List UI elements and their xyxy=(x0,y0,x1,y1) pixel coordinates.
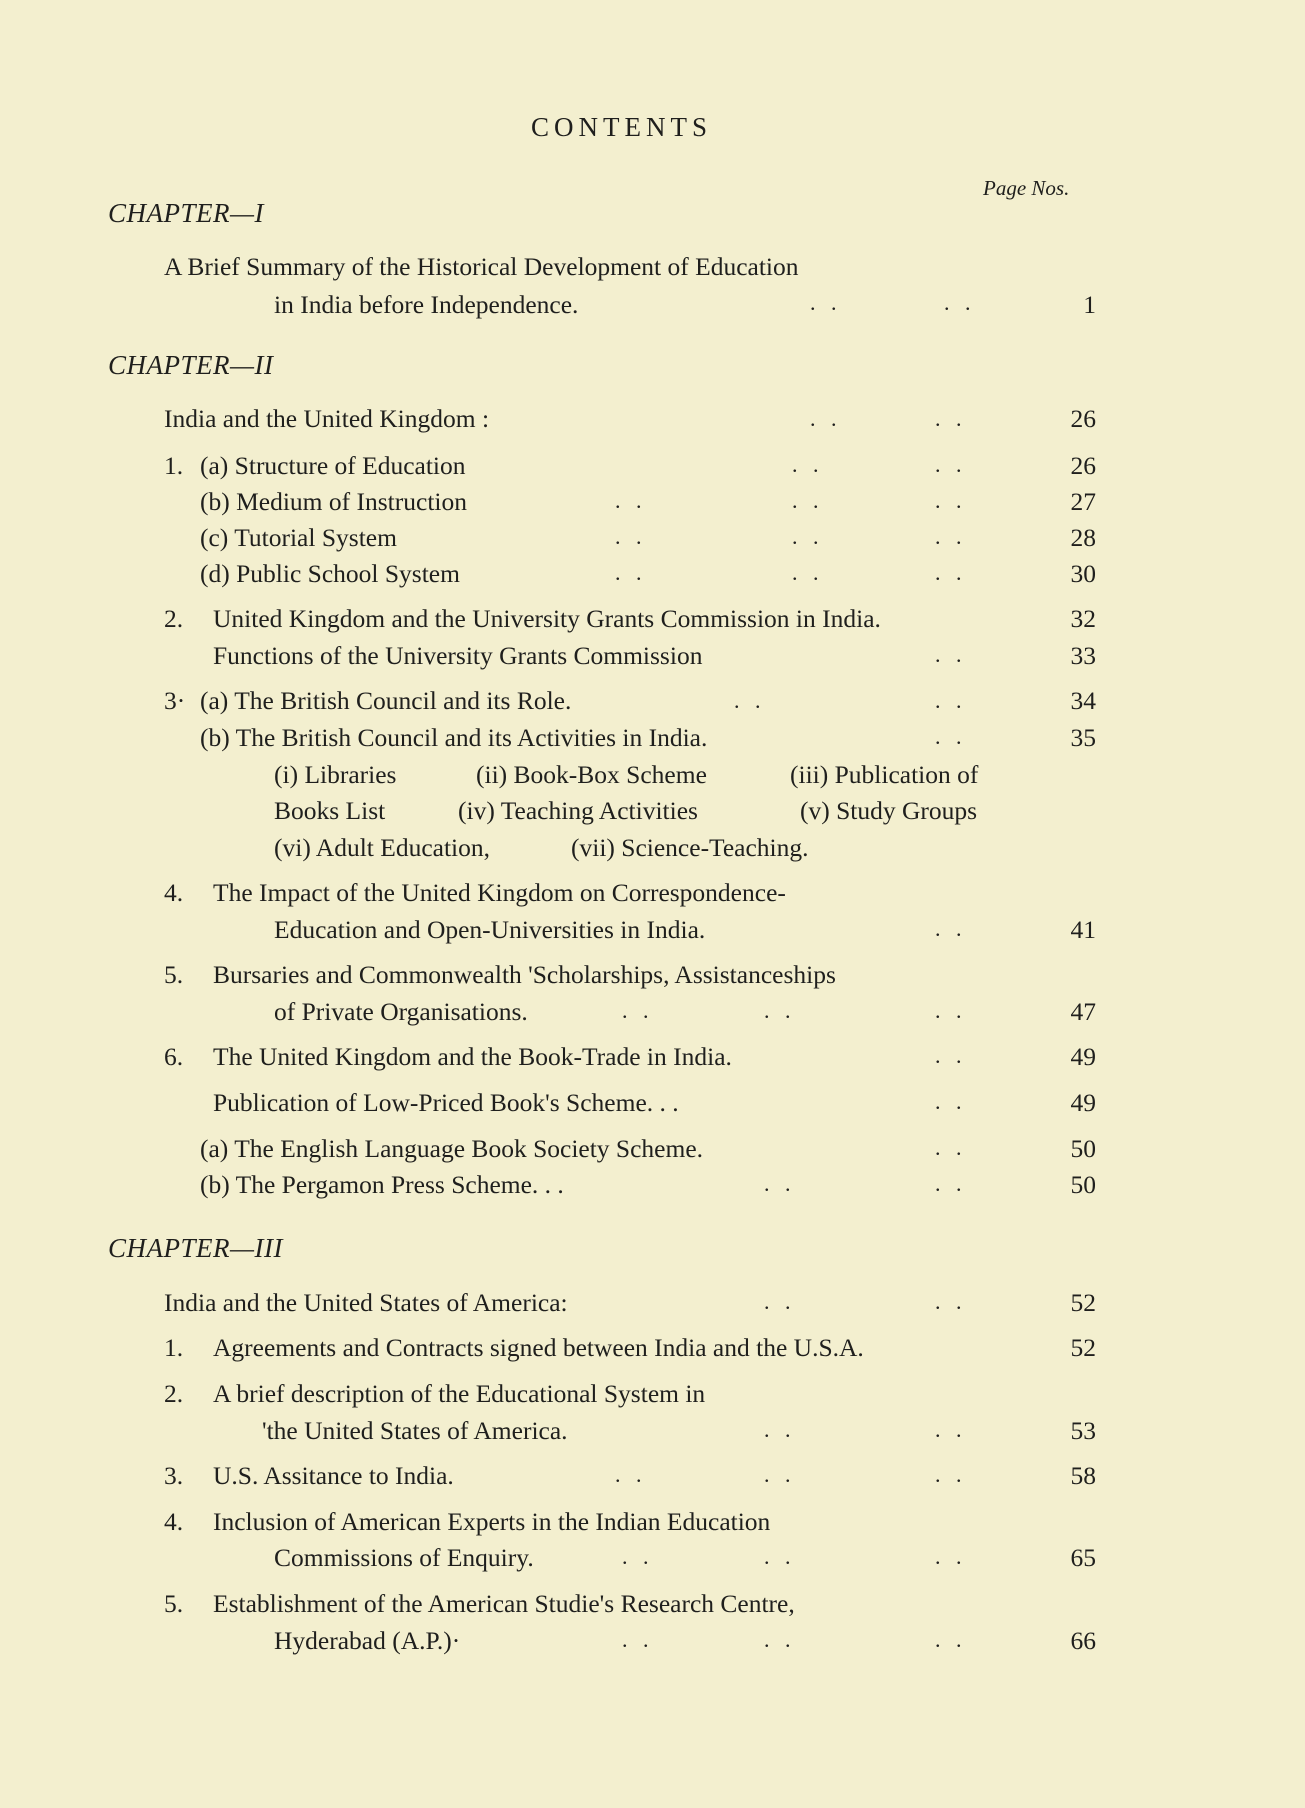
entry-number: 4. xyxy=(164,878,184,907)
page-number: 52 xyxy=(1070,1333,1096,1362)
dot-leader: . . xyxy=(792,524,824,549)
entry-number: 2. xyxy=(164,1379,184,1408)
dot-leader: . . xyxy=(764,1544,796,1569)
toc-entry: U.S. Assitance to India. xyxy=(213,1461,454,1490)
page-number: 47 xyxy=(1070,997,1096,1026)
dot-leader: . . xyxy=(935,1544,967,1569)
dot-leader: . . xyxy=(792,488,824,513)
toc-entry: (b) The Pergamon Press Scheme. . . xyxy=(200,1170,564,1199)
dot-leader: . . xyxy=(935,916,967,941)
dot-leader: . . xyxy=(615,1462,647,1487)
toc-entry: India and the United Kingdom : xyxy=(164,404,490,433)
dot-leader: . . xyxy=(734,688,766,713)
toc-entry: A brief description of the Educational System in xyxy=(213,1379,706,1408)
page-number: 66 xyxy=(1070,1626,1096,1655)
entry-number: 5. xyxy=(164,1589,184,1618)
toc-entry: Establishment of the American Studie's Research Centre, xyxy=(213,1589,795,1618)
page-number: 53 xyxy=(1070,1416,1096,1445)
sub-item: (vii) Science-Teaching. xyxy=(571,833,809,862)
dot-leader: . . xyxy=(615,560,647,585)
toc-entry: Publication of Low-Priced Book's Scheme. . . xyxy=(213,1088,679,1117)
page-number: 58 xyxy=(1070,1461,1096,1490)
entry-number: 1. xyxy=(164,451,184,480)
dot-leader: . . xyxy=(935,1417,967,1442)
sub-item: (iii) Publication of xyxy=(790,760,979,789)
page-number: 65 xyxy=(1070,1543,1096,1572)
sub-item: Books List xyxy=(274,796,386,825)
ch1-entry-line: A Brief Summary of the Historical Development of Education xyxy=(164,252,799,281)
toc-entry: 'the United States of America. xyxy=(262,1416,568,1445)
sub-item: (i) Libraries xyxy=(274,760,397,789)
dot-leader: . . xyxy=(792,560,824,585)
toc-entry: United Kingdom and the University Grants Commission in India. xyxy=(213,604,881,633)
page-title: CONTENTS xyxy=(531,112,712,142)
entry-number: 5. xyxy=(164,960,184,989)
toc-entry: (b) Medium of Instruction xyxy=(200,487,467,516)
toc-entry: Functions of the University Grants Commission xyxy=(213,641,703,670)
dot-leader: . . xyxy=(810,406,842,431)
page-number: 26 xyxy=(1070,451,1096,480)
page-number: 35 xyxy=(1070,723,1096,752)
entry-number: 6. xyxy=(164,1042,184,1071)
page-number: 50 xyxy=(1070,1170,1096,1199)
dot-leader: . . xyxy=(935,452,967,477)
dot-leader: . . xyxy=(615,488,647,513)
page-number: 1 xyxy=(1083,290,1096,319)
sub-item: (ii) Book-Box Scheme xyxy=(476,760,707,789)
entry-number: 1. xyxy=(164,1333,184,1362)
toc-entry: Education and Open-Universities in India. xyxy=(274,915,706,944)
sub-item: (v) Study Groups xyxy=(800,796,978,825)
page-number: 52 xyxy=(1070,1288,1096,1317)
dot-leader: . . xyxy=(622,1627,654,1652)
dot-leader: . . xyxy=(935,1043,967,1068)
dot-leader: . . xyxy=(944,290,976,315)
dot-leader: . . xyxy=(935,1462,967,1487)
toc-entry: (c) Tutorial System xyxy=(200,523,397,552)
toc-entry: Inclusion of American Experts in the Indian Education xyxy=(213,1507,771,1536)
toc-entry: of Private Organisations. xyxy=(274,997,528,1026)
entry-number: 3· xyxy=(164,686,186,715)
dot-leader: . . xyxy=(935,724,967,749)
dot-leader: . . xyxy=(764,1289,796,1314)
page-number: 27 xyxy=(1070,487,1096,516)
dot-leader: . . xyxy=(764,998,796,1023)
page-number: 26 xyxy=(1070,404,1096,433)
dot-leader: . . xyxy=(935,406,967,431)
dot-leader: . . xyxy=(935,1171,967,1196)
page-number: 32 xyxy=(1070,604,1096,633)
dot-leader: . . xyxy=(935,998,967,1023)
dot-leader: . . xyxy=(764,1462,796,1487)
dot-leader: . . xyxy=(764,1171,796,1196)
page-number: 33 xyxy=(1070,641,1096,670)
sub-item: (vi) Adult Education, xyxy=(274,833,491,862)
toc-entry: India and the United States of America: xyxy=(164,1288,568,1317)
toc-entry: (a) The English Language Book Society Scheme. xyxy=(200,1134,704,1163)
dot-leader: . . xyxy=(935,1627,967,1652)
dot-leader: . . xyxy=(615,524,647,549)
dot-leader: . . xyxy=(792,452,824,477)
page-number: 41 xyxy=(1070,915,1096,944)
sub-item: (iv) Teaching Activities xyxy=(458,796,698,825)
toc-entry: (a) Structure of Education xyxy=(200,451,466,480)
dot-leader: . . xyxy=(764,1417,796,1442)
dot-leader: . . xyxy=(622,1544,654,1569)
dot-leader: . . xyxy=(764,1627,796,1652)
dot-leader: . . xyxy=(622,998,654,1023)
dot-leader: . . xyxy=(810,290,842,315)
ch1-entry-line: in India before Independence. xyxy=(274,290,579,319)
dot-leader: . . xyxy=(935,488,967,513)
dot-leader: . . xyxy=(935,524,967,549)
dot-leader: . . xyxy=(935,1289,967,1314)
toc-entry: The United Kingdom and the Book-Trade in India. xyxy=(213,1042,732,1071)
toc-entry: Hyderabad (A.P.)· xyxy=(274,1626,461,1655)
toc-entry: Agreements and Contracts signed between India and the U.S.A. xyxy=(213,1333,864,1362)
toc-entry: (b) The British Council and its Activities in India. xyxy=(200,723,708,752)
dot-leader: . . xyxy=(935,1135,967,1160)
dot-leader: . . xyxy=(935,688,967,713)
entry-number: 2. xyxy=(164,604,184,633)
page-nos-label: Page Nos. xyxy=(983,176,1070,200)
page-number: 50 xyxy=(1070,1134,1096,1163)
toc-entry: Bursaries and Commonwealth 'Scholarships, Assistanceships xyxy=(213,960,836,989)
chapter-3-heading: CHAPTER—III xyxy=(108,1233,283,1263)
page-number: 49 xyxy=(1070,1042,1096,1071)
chapter-2-heading: CHAPTER—II xyxy=(108,350,274,380)
entry-number: 3. xyxy=(164,1461,184,1490)
page-number: 34 xyxy=(1070,686,1096,715)
chapter-1-heading: CHAPTER—I xyxy=(108,198,264,228)
entry-number: 4. xyxy=(164,1507,184,1536)
page-number: 30 xyxy=(1070,559,1096,588)
dot-leader: . . xyxy=(935,560,967,585)
dot-leader: . . xyxy=(935,642,967,667)
toc-entry: Commissions of Enquiry. xyxy=(274,1543,534,1572)
toc-entry: (d) Public School System xyxy=(200,559,460,588)
page-number: 28 xyxy=(1070,523,1096,552)
toc-entry: (a) The British Council and its Role. xyxy=(200,686,572,715)
page-number: 49 xyxy=(1070,1088,1096,1117)
dot-leader: . . xyxy=(935,1089,967,1114)
toc-entry: The Impact of the United Kingdom on Correspondence- xyxy=(213,878,786,907)
